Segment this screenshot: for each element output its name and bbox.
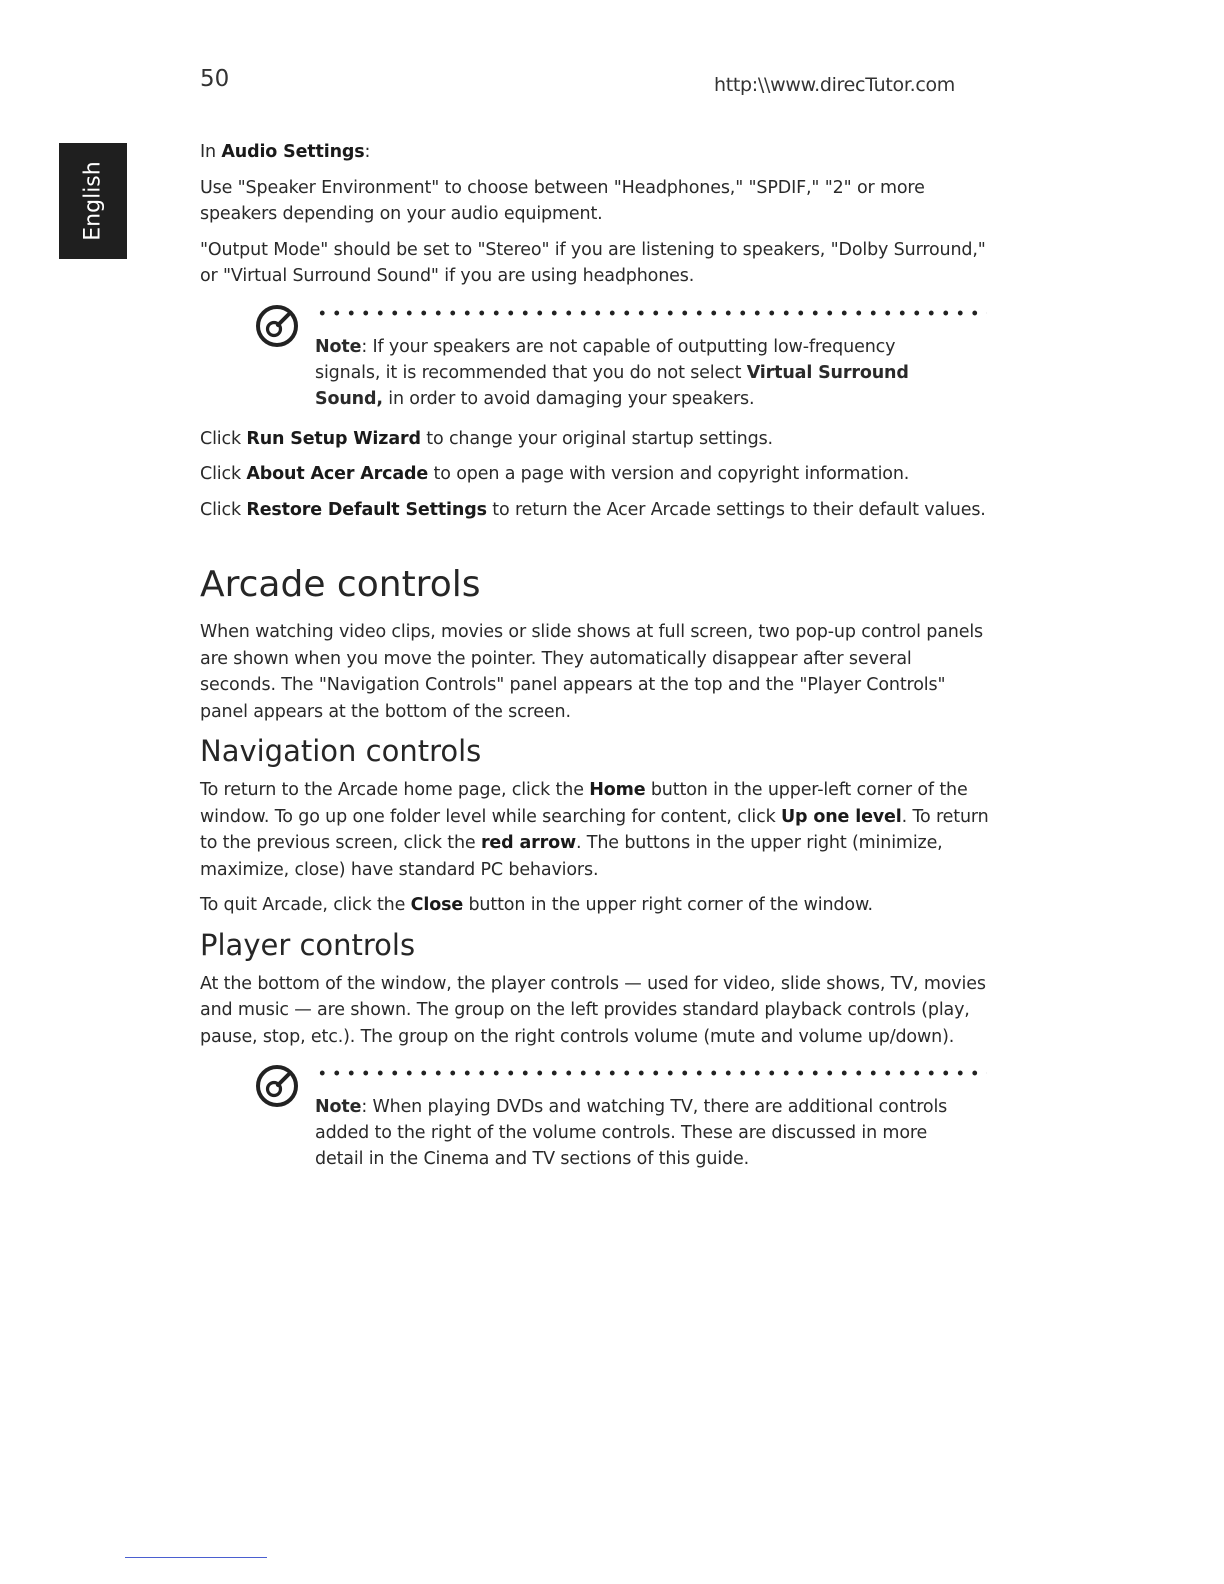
player-controls-paragraph: At the bottom of the window, the player controls — used for video, slide shows, TV, movies and music — are shown. The group on the left provides standard playback controls (play, pause, stop, etc.). The group on the right controls volume (mute and volume up/down). bbox=[200, 973, 986, 1047]
page-content bbox=[200, 139, 990, 1186]
player-controls-heading: Player controls bbox=[200, 927, 416, 962]
arcade-controls-paragraph: When watching video clips, movies or slide shows at full screen, two pop-up control panels are shown when you move the pointer. They automatically disappear after several seconds. The "Navigation Controls" panel appears at the top and the "Player Controls" panel appears at the bottom of the screen. bbox=[200, 622, 984, 722]
footnote-rule bbox=[125, 1557, 267, 1558]
audio-settings-intro: In Audio Settings: bbox=[200, 142, 371, 162]
note-text: Note: If your speakers are not capable of outputting low-frequency signals, it is recommended that you do not select Virtual Surround Sound, in order to avoid damaging your speakers. bbox=[315, 336, 909, 409]
navigation-controls-paragraph: To return to the Arcade home page, click the Home button in the upper-left corner of the window. To go up one folder level while searching for content, click Up one level. To return to the previous screen, click the red arrow. The buttons in the upper right (minimize, maximize, close) have standard PC behaviors. bbox=[200, 780, 989, 880]
about-acer-arcade-paragraph: Click About Acer Arcade to open a page with version and copyright information. bbox=[200, 464, 910, 484]
arcade-controls-heading: Arcade controls bbox=[200, 564, 481, 605]
navigation-controls-heading: Navigation controls bbox=[200, 734, 482, 768]
quit-arcade-paragraph: To quit Arcade, click the Close button in the upper right corner of the window. bbox=[200, 895, 873, 915]
note-box-dvd bbox=[255, 1070, 990, 1172]
note-dotted-rule bbox=[315, 310, 987, 316]
page-number: 50 bbox=[200, 66, 230, 92]
note-text: Note: When playing DVDs and watching TV, there are additional controls added to the right of the volume controls. These are discussed in more detail in the Cinema and TV sections of this guide. bbox=[315, 1097, 948, 1169]
language-tab bbox=[59, 143, 127, 259]
speaker-environment-paragraph: Use "Speaker Environment" to choose between "Headphones," "SPDIF," "2" or more speakers depending on your audio equipment. bbox=[200, 177, 925, 224]
run-setup-wizard-paragraph: Click Run Setup Wizard to change your original startup settings. bbox=[200, 428, 773, 449]
output-mode-paragraph: "Output Mode" should be set to "Stereo" if you are listening to speakers, "Dolby Surround," or "Virtual Surround Sound" if you are using headphones. bbox=[200, 239, 986, 286]
restore-defaults-paragraph: Click Restore Default Settings to return the Acer Arcade settings to their default values. bbox=[200, 499, 986, 520]
note-pen-icon bbox=[255, 1064, 299, 1108]
note-dotted-rule bbox=[315, 1070, 987, 1076]
note-pen-icon bbox=[255, 304, 299, 348]
header-url: http:\\www.direcTutor.com bbox=[714, 74, 956, 96]
language-tab-label: English bbox=[80, 161, 106, 241]
note-box-speakers bbox=[255, 310, 990, 412]
